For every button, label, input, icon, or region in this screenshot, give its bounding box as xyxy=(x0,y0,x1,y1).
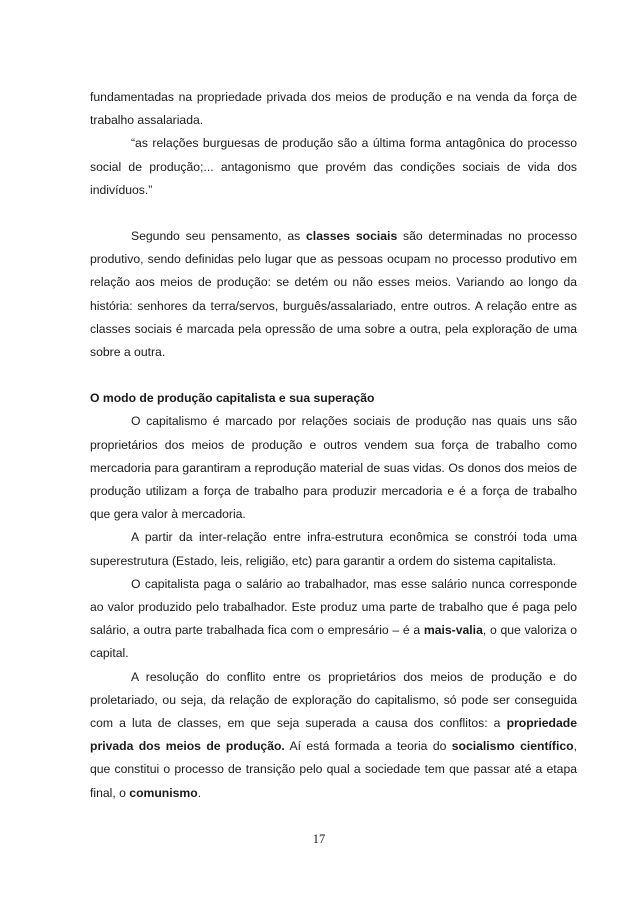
section-heading: O modo de produção capitalista e sua superação xyxy=(90,391,375,406)
text-run: , que constitui o processo de transição pelo qual a sociedade tem que passar até a etapa final, o xyxy=(90,739,577,800)
page-body xyxy=(90,86,577,805)
bold-term-mais-valia: mais-valia xyxy=(423,623,483,638)
page-number: 17 xyxy=(312,832,326,846)
paragraph-gap xyxy=(90,364,577,387)
bold-term-comunismo: comunismo xyxy=(129,785,198,800)
paragraph-classes-sociais xyxy=(90,225,577,364)
text-run: Aí está formada a teoria do xyxy=(284,739,452,754)
text-run: são determinadas no processo produtivo, sendo definidas pelo lugar que as pessoas ocupam no processo produtivo em relação aos meios de produção: se detém ou não esses meios. Variando ao longo da história: senhores da terra/servos, burguês/assalariado, entre outros. A relação entre as classes sociais é marcada pela opressão de uma sobre a outra, pela exploração de uma sobre a outra. xyxy=(90,229,577,360)
quote-paragraph: “as relações burguesas de produção são a última forma antagônica do processo social de produção;... antagonismo que provém das condições sociais de vida dos indivíduos.” xyxy=(90,136,577,197)
paragraph-superestrutura: A partir da inter-relação entre infra-estrutura econômica se constrói toda uma superestrutura (Estado, leis, religião, etc) para garantir a ordem do sistema capitalista. xyxy=(90,530,577,568)
paragraph-socialismo xyxy=(90,666,577,805)
text-run: A resolução do conflito entre os proprietários dos meios de produção e do proletariado, ou seja, da relação de exploração do capitalismo, só pode ser conseguida com a luta de classes, em que seja superada a causa dos conflitos: a xyxy=(90,669,577,731)
text-run: , o que valoriza o capital. xyxy=(90,623,578,661)
paragraph-capitalismo: O capitalismo é marcado por relações sociais de produção nas quais uns são proprietários dos meios de produção e outros vendem sua força de trabalho como mercadoria para garantiram a reprodução material de suas vidas. Os donos dos meios de produção utilizam a força de trabalho para produzir mercadoria e é a força de trabalho que gera valor à mercadoria. xyxy=(90,414,577,522)
paragraph-gap xyxy=(90,202,577,225)
text-run: Segundo seu pensamento, as xyxy=(131,229,307,244)
bold-term-propriedade-privada: propriedade privada dos meios de produção. xyxy=(90,716,577,754)
text-run: O capitalista paga o salário ao trabalhador, mas esse salário nunca corresponde ao valor produzido pelo trabalhador. Este produz uma parte de trabalho que é paga pelo salário, a outra parte trabalhada fica com o empresário – é a xyxy=(90,576,577,638)
paragraph-continuation: fundamentadas na propriedade privada dos meios de produção e na venda da força de trabalho assalariada. xyxy=(90,90,577,128)
paragraph-mais-valia xyxy=(90,573,577,666)
bold-term-socialismo-cientifico: socialismo científico xyxy=(451,739,574,754)
bold-term-classes-sociais: classes sociais xyxy=(306,229,398,244)
text-run: . xyxy=(197,785,202,800)
